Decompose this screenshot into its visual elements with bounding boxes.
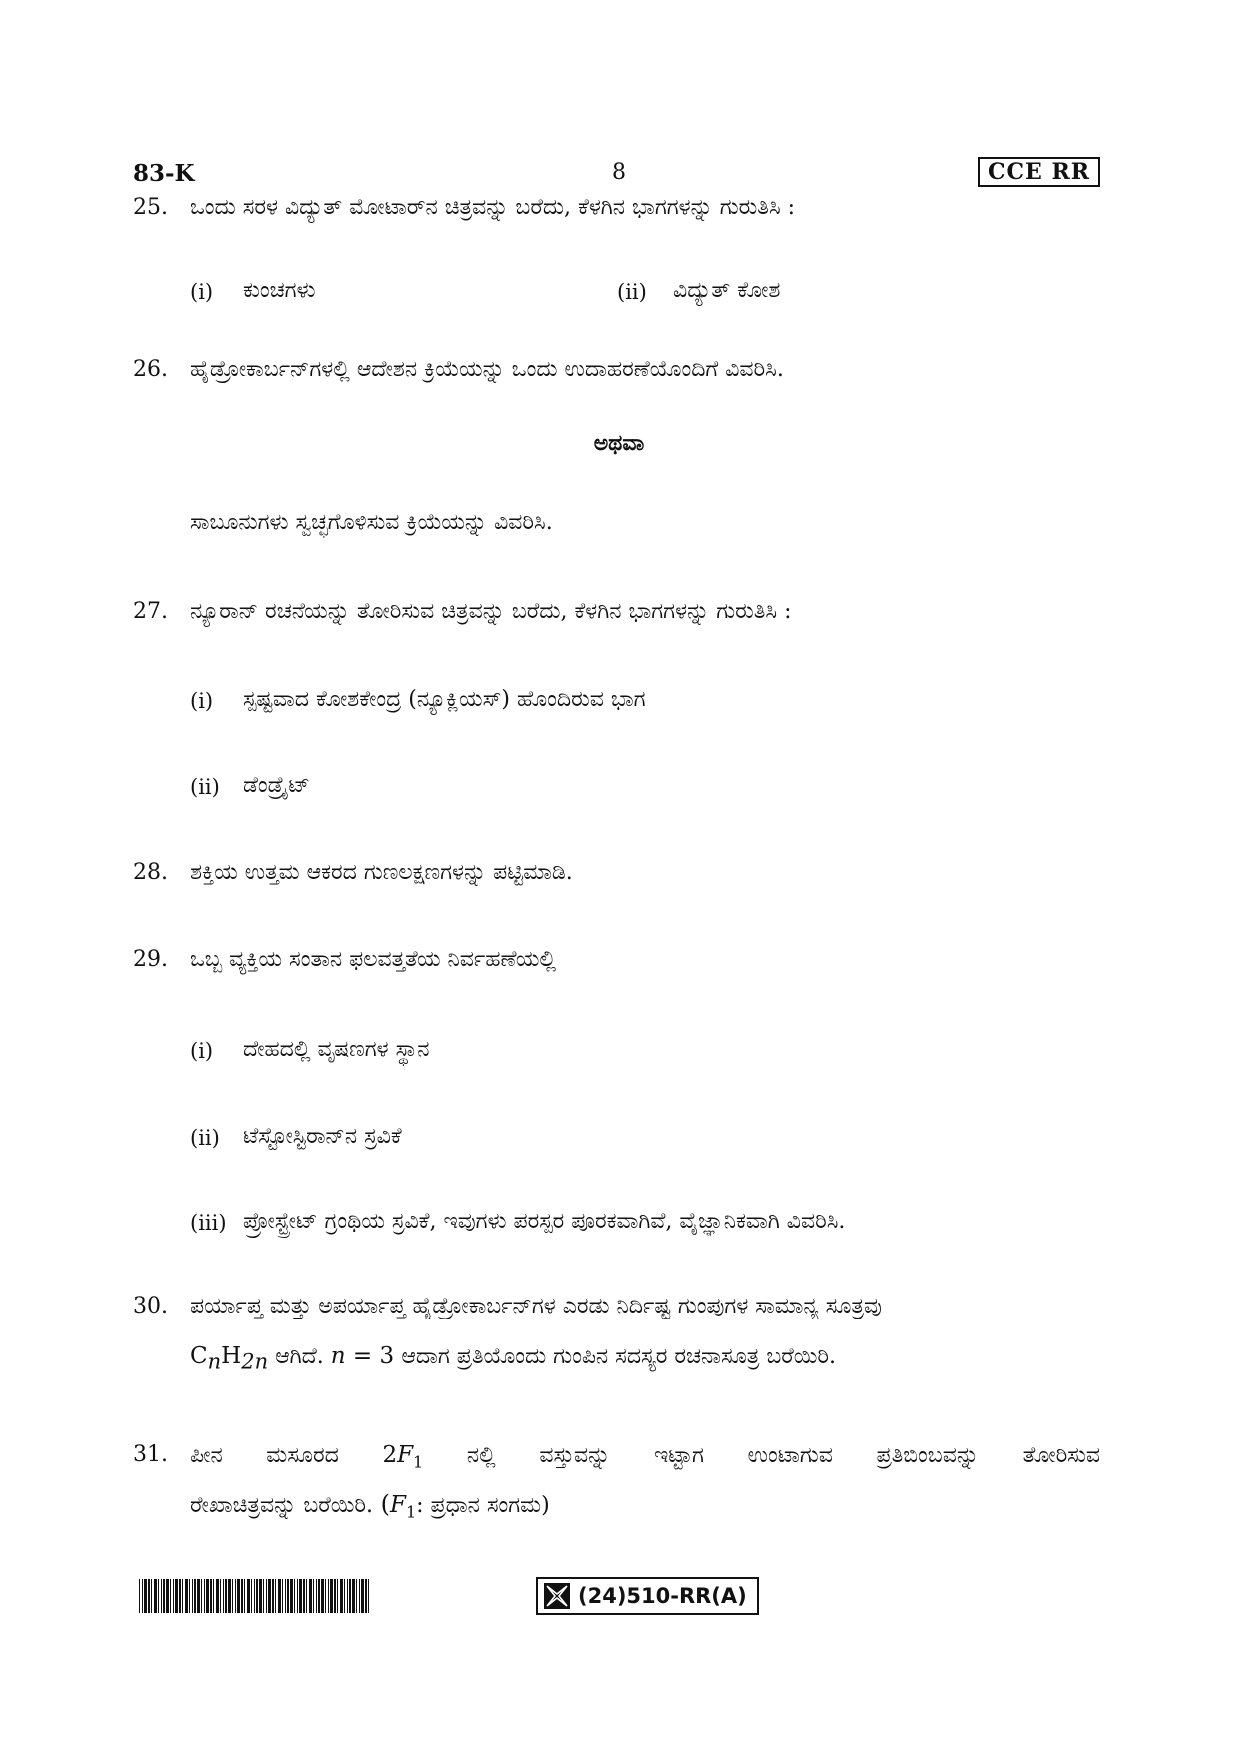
alternative-question-text: ಸಾಬೂನುಗಳು ಸ್ವಚ್ಛಗೊಳಿಸುವ ಕ್ರಿಯೆಯನ್ನು ವಿವರಿಸಿ. xyxy=(190,510,553,535)
question-text: ಒಂದು ಸರಳ ವಿದ್ಯುತ್ ಮೋಟಾರ್‌ನ ಚಿತ್ರವನ್ನು ಬರೆದು, ಕೆಳಗಿನ ಭಾಗಗಳನ್ನು ಗುರುತಿಸಿ : xyxy=(190,195,796,220)
question-number: 27. xyxy=(133,599,168,624)
question-text xyxy=(190,1442,1100,1472)
text-segment: ನಲ್ಲಿ ವಸ್ತುವನ್ನು ಇಟ್ಟಾಗ ಉಂಟಾಗುವ ಪ್ರತಿಬಿಂಬವನ್ನು ತೋರಿಸುವ xyxy=(466,1443,1100,1468)
part-label: (ii) xyxy=(617,280,647,304)
paper-code-header: 83-K xyxy=(133,160,195,187)
question-number: 29. xyxy=(133,947,168,972)
part-text: ಟೆಸ್ಟೋಸ್ಟಿರಾನ್‌ನ ಸ್ರವಿಕೆ xyxy=(243,1124,402,1149)
question-text: ಶಕ್ತಿಯ ಉತ್ತಮ ಆಕರದ ಗುಣಲಕ್ಷಣಗಳನ್ನು ಪಟ್ಟಿಮಾಡಿ. xyxy=(190,860,573,885)
part-label: (i) xyxy=(190,280,214,304)
text-segment: ( xyxy=(372,1490,390,1518)
part-label: (ii) xyxy=(190,775,220,799)
focus-point-label: $2F_1$ xyxy=(382,1442,424,1472)
formula-carbon: C xyxy=(190,1343,208,1369)
text-segment: ರೇಖಾಚಿತ್ರವನ್ನು ಬರೆಯಿರಿ. xyxy=(190,1493,373,1518)
focus-variable: F xyxy=(389,1492,406,1518)
formula-subscript: n xyxy=(207,1349,222,1374)
text-segment: ಆಗಿದೆ. xyxy=(268,1344,331,1369)
text-segment: ಪೀನ ಮಸೂರದ xyxy=(190,1443,339,1468)
page-number: 8 xyxy=(612,160,626,185)
board-logo-icon xyxy=(544,1583,570,1609)
text-segment: ಆದಾಗ ಪ್ರತಿಯೊಂದು ಗುಂಪಿನ ಸದಸ್ಯರ ರಚನಾಸೂತ್ರ ಬರೆಯಿರಿ. xyxy=(401,1344,837,1369)
question-text-line2 xyxy=(190,1343,836,1374)
question-text: ಒಬ್ಬ ವ್ಯಕ್ತಿಯ ಸಂತಾನ ಫಲವತ್ತತೆಯ ನಿರ್ವಹಣೆಯಲ್ಲಿ xyxy=(190,947,557,972)
question-text: ಪರ್ಯಾಪ್ತ ಮತ್ತು ಅಪರ್ಯಾಪ್ತ ಹೈಡ್ರೋಕಾರ್ಬನ್‌ಗಳ ಎರಡು ನಿರ್ದಿಷ್ಟ ಗುಂಪುಗಳ ಸಾಮಾನ್ಯ ಸೂತ್ರವು xyxy=(190,1294,882,1319)
series-badge: CCE RR xyxy=(978,157,1100,187)
part-label: (i) xyxy=(190,689,214,713)
question-number: 30. xyxy=(133,1294,168,1319)
formula-hydrogen: H xyxy=(221,1343,242,1369)
text-segment: : ಪ್ರಧಾನ ಸಂಗಮ) xyxy=(416,1493,550,1518)
question-number: 26. xyxy=(133,357,168,382)
part-text: ವಿದ್ಯುತ್ ಕೋಶ xyxy=(673,278,781,303)
paper-code-footer xyxy=(536,1577,759,1615)
part-label: (iii) xyxy=(190,1211,227,1235)
text-segment: = 3 xyxy=(345,1343,402,1369)
part-text: ಪ್ರೋಸ್ಟ್ರೇಟ್ ಗ್ರಂಥಿಯ ಸ್ರವಿಕೆ, ಇವುಗಳು ಪರಸ್ಪರ ಪೂರಕವಾಗಿವೆ, ವೈಜ್ಞಾನಿಕವಾಗಿ ವಿವರಿಸಿ. xyxy=(243,1209,846,1234)
question-text: ಹೈಡ್ರೋಕಾರ್ಬನ್‌ಗಳಲ್ಲಿ ಆದೇಶನ ಕ್ರಿಯೆಯನ್ನು ಒಂದು ಉದಾಹರಣೆಯೊಂದಿಗೆ ವಿವರಿಸಿ. xyxy=(190,357,784,382)
part-text: ದೇಹದಲ್ಲಿ ವೃಷಣಗಳ ಸ್ಥಾನ xyxy=(243,1037,430,1062)
question-text: ನ್ಯೂರಾನ್ ರಚನೆಯನ್ನು ತೋರಿಸುವ ಚಿತ್ರವನ್ನು ಬರೆದು, ಕೆಳಗಿನ ಭಾಗಗಳನ್ನು ಗುರುತಿಸಿ : xyxy=(190,599,792,624)
paper-code: (24)510-RR(A) xyxy=(578,1584,747,1608)
focus-subscript: 1 xyxy=(405,1502,417,1522)
variable-n: n xyxy=(330,1343,346,1369)
question-number: 31. xyxy=(133,1442,168,1467)
part-text: ಕುಂಚಗಳು xyxy=(243,278,316,303)
part-text: ಡೆಂಡ್ರೈಟ್ xyxy=(243,773,310,798)
or-separator: ಅಥವಾ xyxy=(593,430,645,456)
question-text-line2 xyxy=(190,1490,550,1521)
question-number: 28. xyxy=(133,860,168,885)
part-text: ಸ್ಪಷ್ಟವಾದ ಕೋಶಕೇಂದ್ರ (ನ್ಯೂಕ್ಲಿಯಸ್) ಹೊಂದಿರುವ ಭಾಗ xyxy=(243,687,646,712)
formula-subscript: 2n xyxy=(241,1349,269,1374)
part-label: (i) xyxy=(190,1039,214,1063)
question-number: 25. xyxy=(133,195,168,220)
barcode xyxy=(139,1579,371,1613)
part-label: (ii) xyxy=(190,1126,220,1150)
